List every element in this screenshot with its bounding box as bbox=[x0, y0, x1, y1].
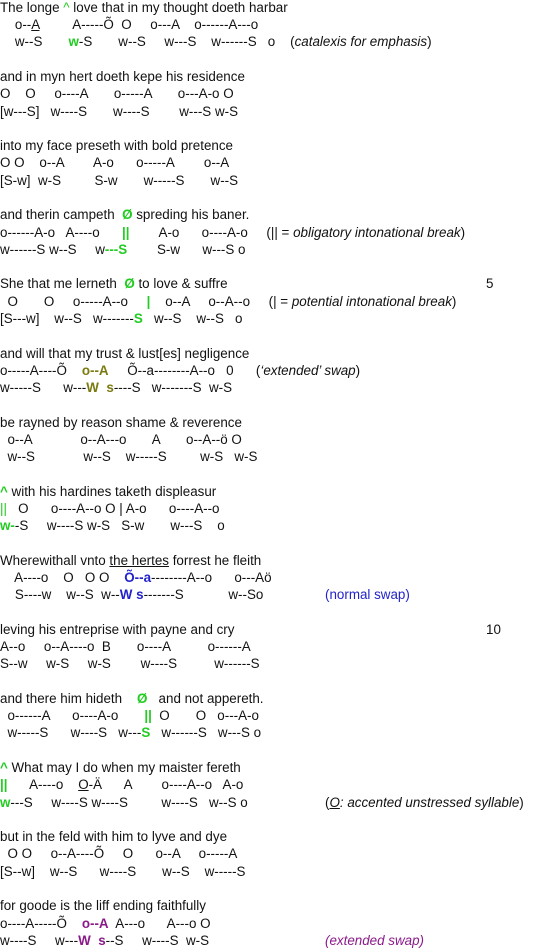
verse-line bbox=[0, 0, 288, 16]
text-segment: ^ bbox=[0, 760, 8, 776]
prosody-line bbox=[0, 225, 465, 241]
stress-line bbox=[0, 864, 245, 880]
text-segment: || bbox=[122, 224, 130, 240]
text-segment: O O o---A-o bbox=[151, 708, 259, 724]
text-segment: O O o-----A--o bbox=[0, 293, 147, 309]
text-segment: S--w w-S w-S w----S w------S bbox=[0, 656, 260, 672]
text-segment: W bbox=[78, 932, 91, 948]
text-segment: catalexis for emphasis bbox=[294, 34, 428, 50]
text-segment: w------S w--S w bbox=[0, 241, 105, 257]
text-segment: She that me lerneth bbox=[0, 276, 125, 292]
text-segment: be rayned by reason shame & reverence bbox=[0, 414, 242, 430]
text-segment: ‘extended’ swap bbox=[260, 362, 356, 378]
stress-line bbox=[0, 933, 209, 949]
stress-line bbox=[0, 104, 238, 120]
text-segment: o------A-o A----o bbox=[0, 224, 122, 240]
text-segment: ) bbox=[427, 34, 432, 50]
text-segment: and will that my trust & lust[es] negligence bbox=[0, 345, 250, 361]
verse-line bbox=[0, 691, 264, 707]
text-segment: ) bbox=[451, 293, 457, 309]
stress-line bbox=[0, 795, 248, 811]
text-segment: O o----A--o O | A-o o----A--o bbox=[6, 500, 220, 516]
text-segment: ----S w-------S w-S bbox=[113, 379, 233, 395]
text-segment: w--S w--S o bbox=[142, 310, 243, 326]
text-segment: S bbox=[141, 725, 151, 741]
text-segment: Ø bbox=[124, 276, 135, 292]
verse-line bbox=[0, 276, 228, 292]
annotation-paren: ( bbox=[325, 794, 330, 810]
text-segment: -------S w--So bbox=[143, 587, 264, 603]
annotation-text: (extended swap) bbox=[325, 932, 424, 948]
text-segment: A---o A---o O bbox=[108, 915, 211, 931]
text-segment: w- bbox=[0, 518, 15, 534]
text-segment: -S w----S w-S S-w w---S o bbox=[14, 518, 225, 534]
text-segment: w------S w---S o bbox=[150, 725, 262, 741]
text-segment: o--A bbox=[81, 362, 109, 378]
text-segment: w----S w--- bbox=[0, 932, 79, 948]
text-segment: o--A o--A--o (| = bbox=[150, 293, 292, 309]
text-segment: w bbox=[68, 34, 79, 50]
text-segment: the hertes bbox=[109, 552, 169, 568]
text-segment: leving his entreprise with payne and cry bbox=[0, 621, 235, 637]
text-segment: || bbox=[0, 777, 8, 793]
text-segment: [S--w] w--S w----S w--S w-----S bbox=[0, 863, 246, 879]
text-segment: love that in my thought doeth harbar bbox=[69, 0, 288, 15]
verse-line bbox=[0, 484, 216, 500]
text-segment: o--A bbox=[81, 915, 109, 931]
text-segment: A bbox=[31, 17, 40, 33]
annotation-paren: ) bbox=[519, 794, 524, 810]
line-number: 10 bbox=[486, 621, 501, 637]
verse-line bbox=[0, 138, 233, 154]
text-segment: o------A o----A-o bbox=[0, 708, 145, 724]
text-segment: --S w----S w-S bbox=[105, 932, 210, 948]
text-segment: -Ä A o----A--o A-o bbox=[88, 777, 244, 793]
text-segment: ) bbox=[355, 362, 361, 378]
stress-line bbox=[0, 380, 232, 396]
text-segment: ^ bbox=[63, 0, 70, 15]
stress-line bbox=[0, 656, 260, 672]
text-segment: o--A o--A---o A o--A--ö O bbox=[0, 431, 242, 447]
text-segment: ---S w----S w----S w----S w--S o bbox=[10, 794, 248, 810]
text-segment: Õ--a--------A--o 0 ( bbox=[108, 362, 261, 378]
text-segment: potential intonational break bbox=[291, 293, 452, 309]
prosody-line bbox=[0, 432, 242, 448]
text-segment: O O o--A A-o o-----A o--A bbox=[0, 155, 230, 171]
text-segment: Ø bbox=[136, 691, 148, 706]
text-segment: ---S bbox=[104, 241, 128, 257]
text-segment: A-----Õ O o---A o------A---o bbox=[39, 17, 259, 33]
text-segment: ^ bbox=[0, 483, 8, 499]
verse-line bbox=[0, 415, 242, 431]
text-segment: O bbox=[78, 777, 89, 793]
text-segment: ) bbox=[460, 224, 466, 240]
text-segment: spreding his baner. bbox=[132, 207, 250, 223]
text-segment: O O o----A o-----A o---A-o O bbox=[0, 86, 234, 102]
text-segment: A-o o----A-o (|| = bbox=[129, 224, 294, 240]
text-segment: Wherewithall vnto bbox=[0, 552, 110, 568]
text-segment: o-- bbox=[0, 17, 32, 33]
text-segment: Ø bbox=[122, 207, 133, 223]
text-segment: Õ--a bbox=[124, 570, 152, 585]
text-segment: | bbox=[146, 293, 151, 309]
verse-line bbox=[0, 207, 249, 223]
text-segment: and therin campeth bbox=[0, 207, 123, 223]
text-segment: w bbox=[0, 794, 11, 810]
stress-line bbox=[0, 587, 263, 603]
text-segment: s bbox=[98, 932, 106, 948]
stress-line bbox=[0, 173, 238, 189]
text-segment: o-----A----Õ bbox=[0, 362, 82, 378]
text-segment: o----A-----Õ bbox=[0, 915, 82, 931]
annotation-text: : accented unstressed syllable bbox=[339, 794, 520, 810]
text-segment: obligatory intonational break bbox=[293, 224, 461, 240]
text-segment: [S---w] w--S w------- bbox=[0, 310, 134, 326]
stress-line bbox=[0, 518, 225, 534]
text-segment: The longe bbox=[0, 0, 64, 15]
text-segment: w--S w--S w-----S w-S w-S bbox=[0, 449, 258, 464]
text-segment: s bbox=[106, 379, 114, 395]
stress-line bbox=[0, 242, 245, 258]
prosody-line bbox=[0, 17, 258, 33]
text-segment: A----o O O O bbox=[0, 570, 125, 585]
text-segment: || bbox=[144, 708, 152, 724]
verse-line bbox=[0, 553, 261, 569]
prosody-line bbox=[0, 294, 456, 310]
text-segment: W s bbox=[119, 587, 144, 603]
text-segment: w--S bbox=[0, 34, 69, 50]
prosody-line bbox=[0, 708, 259, 724]
text-segment: A--o o--A----o B o----A o------A bbox=[0, 639, 251, 655]
side-annotation bbox=[325, 795, 524, 811]
text-segment: with his hardines taketh displeasur bbox=[7, 483, 217, 499]
text-segment: and not appereth. bbox=[147, 691, 264, 706]
prosody-line bbox=[0, 916, 211, 932]
verse-line bbox=[0, 829, 227, 845]
text-segment: for goode is the liff ending faithfully bbox=[0, 898, 206, 914]
prosody-line bbox=[0, 155, 229, 171]
side-annotation bbox=[325, 933, 424, 949]
verse-line bbox=[0, 346, 249, 362]
annotation-symbol: O bbox=[329, 794, 340, 810]
text-segment: W bbox=[86, 379, 99, 395]
text-segment: w-----S w----S w--- bbox=[0, 725, 142, 741]
text-segment: S bbox=[133, 310, 143, 326]
prosody-line bbox=[0, 846, 237, 862]
prosody-line bbox=[0, 86, 234, 102]
text-segment: What may I do when my maister fereth bbox=[7, 760, 241, 776]
text-segment: into my face preseth with bold pretence bbox=[0, 138, 233, 154]
text-segment: and there him hideth bbox=[0, 691, 137, 706]
text-segment: || bbox=[0, 500, 7, 516]
text-segment: w-----S w--- bbox=[0, 379, 87, 395]
verse-line bbox=[0, 898, 206, 914]
text-segment: [S-w] w-S S-w w-----S w--S bbox=[0, 172, 239, 188]
prosody-line bbox=[0, 639, 251, 655]
text-segment: [w---S] w----S w----S w---S w-S bbox=[0, 103, 239, 119]
text-segment: S----w w--S w-- bbox=[0, 587, 120, 603]
text-segment: to love & suffre bbox=[134, 276, 228, 292]
text-segment: and in myn hert doeth kepe his residence bbox=[0, 69, 245, 85]
side-annotation bbox=[325, 587, 410, 603]
stress-line bbox=[0, 449, 257, 465]
verse-line bbox=[0, 69, 245, 85]
text-segment: A----o bbox=[7, 777, 79, 793]
stress-line bbox=[0, 725, 261, 741]
text-segment: --------A--o o---Aö bbox=[151, 570, 272, 585]
text-segment: S-w w---S o bbox=[127, 241, 246, 257]
verse-line bbox=[0, 760, 241, 776]
annotation-text: (normal swap) bbox=[325, 587, 410, 603]
verse-line bbox=[0, 622, 234, 638]
prosody-line bbox=[0, 570, 272, 586]
prosody-line bbox=[0, 501, 220, 517]
prosody-line bbox=[0, 363, 360, 379]
stress-line bbox=[0, 311, 243, 327]
prosody-line bbox=[0, 777, 243, 793]
text-segment: O O o--A----Õ O o--A o-----A bbox=[0, 846, 238, 862]
text-segment: -S w--S w---S w------S o ( bbox=[78, 34, 295, 50]
text-segment: but in the feld with him to lyve and dye bbox=[0, 829, 228, 845]
stress-line bbox=[0, 34, 432, 50]
line-number: 5 bbox=[486, 276, 494, 292]
text-segment: forrest he fleith bbox=[168, 552, 262, 568]
